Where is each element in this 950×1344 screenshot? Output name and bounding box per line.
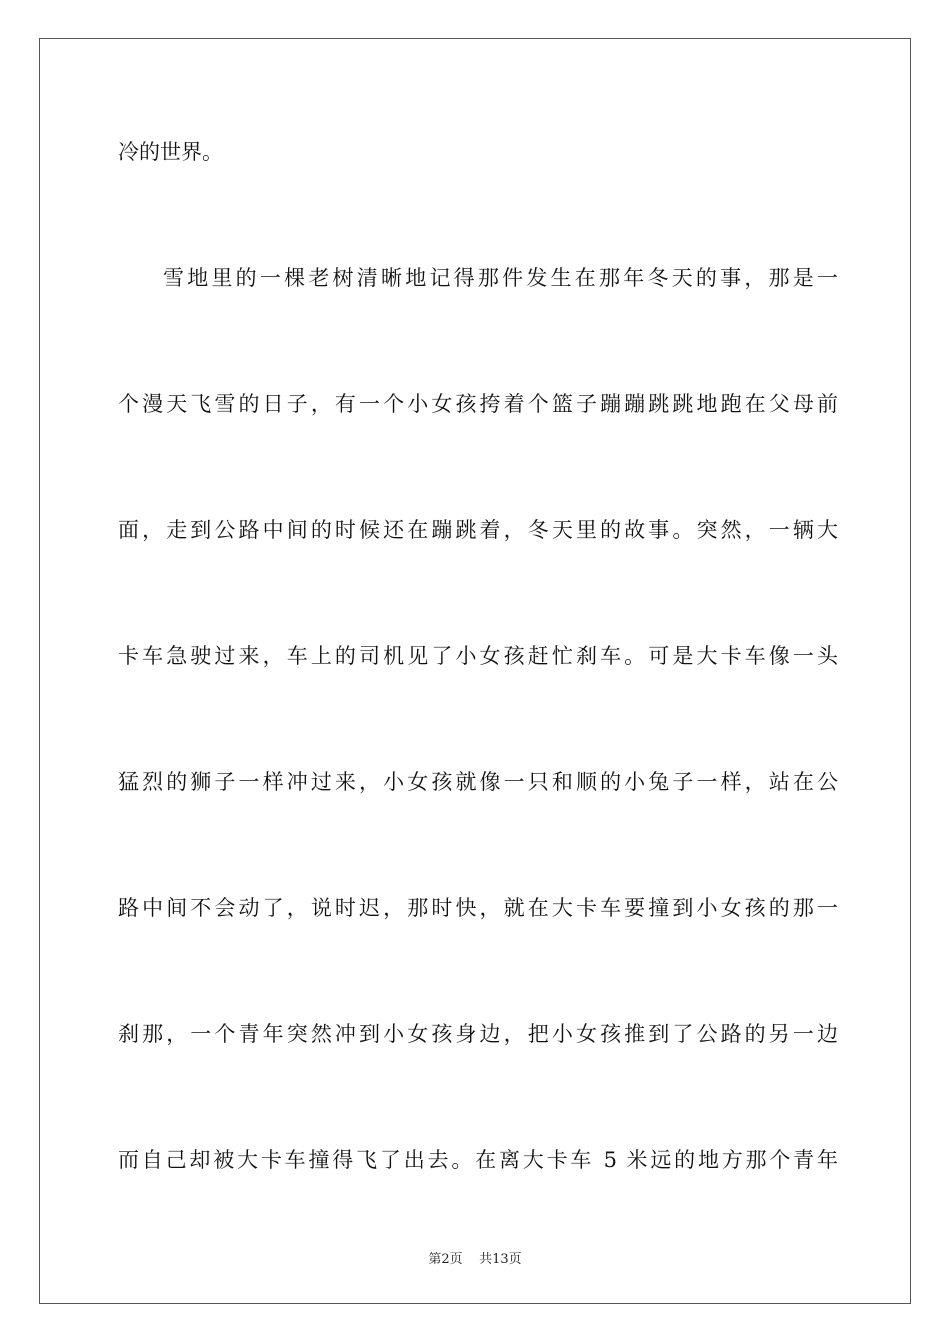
body-text-line: 冷的世界。: [118, 140, 223, 164]
body-text-line: 路中间不会动了，说时迟，那时快，就在大卡车要撞到小女孩的那一: [118, 896, 838, 920]
page-footer: [0, 1248, 950, 1267]
paragraph-first-line: 雪地里的一棵老树清晰地记得那件发生在那年冬天的事，那是一: [163, 266, 838, 290]
body-text-line: 刹那，一个青年突然冲到小女孩身边，把小女孩推到了公路的另一边: [118, 1022, 838, 1046]
page-number: 第2页: [428, 1252, 463, 1267]
body-text-line: 面，走到公路中间的时候还在蹦跳着，冬天里的故事。突然，一辆大: [118, 518, 838, 542]
body-text-line: 个漫天飞雪的日子，有一个小女孩挎着个篮子蹦蹦跳跳地跑在父母前: [118, 392, 838, 416]
page-border: [39, 38, 911, 1304]
total-pages: 共13页: [479, 1252, 522, 1267]
body-text-line: 猛烈的狮子一样冲过来，小女孩就像一只和顺的小兔子一样，站在公: [118, 770, 838, 794]
body-text-line: 卡车急驶过来，车上的司机见了小女孩赶忙刹车。可是大卡车像一头: [118, 644, 838, 668]
body-text-line: 而自己却被大卡车撞得飞了出去。在离大卡车 5 米远的地方那个青年: [118, 1148, 838, 1172]
